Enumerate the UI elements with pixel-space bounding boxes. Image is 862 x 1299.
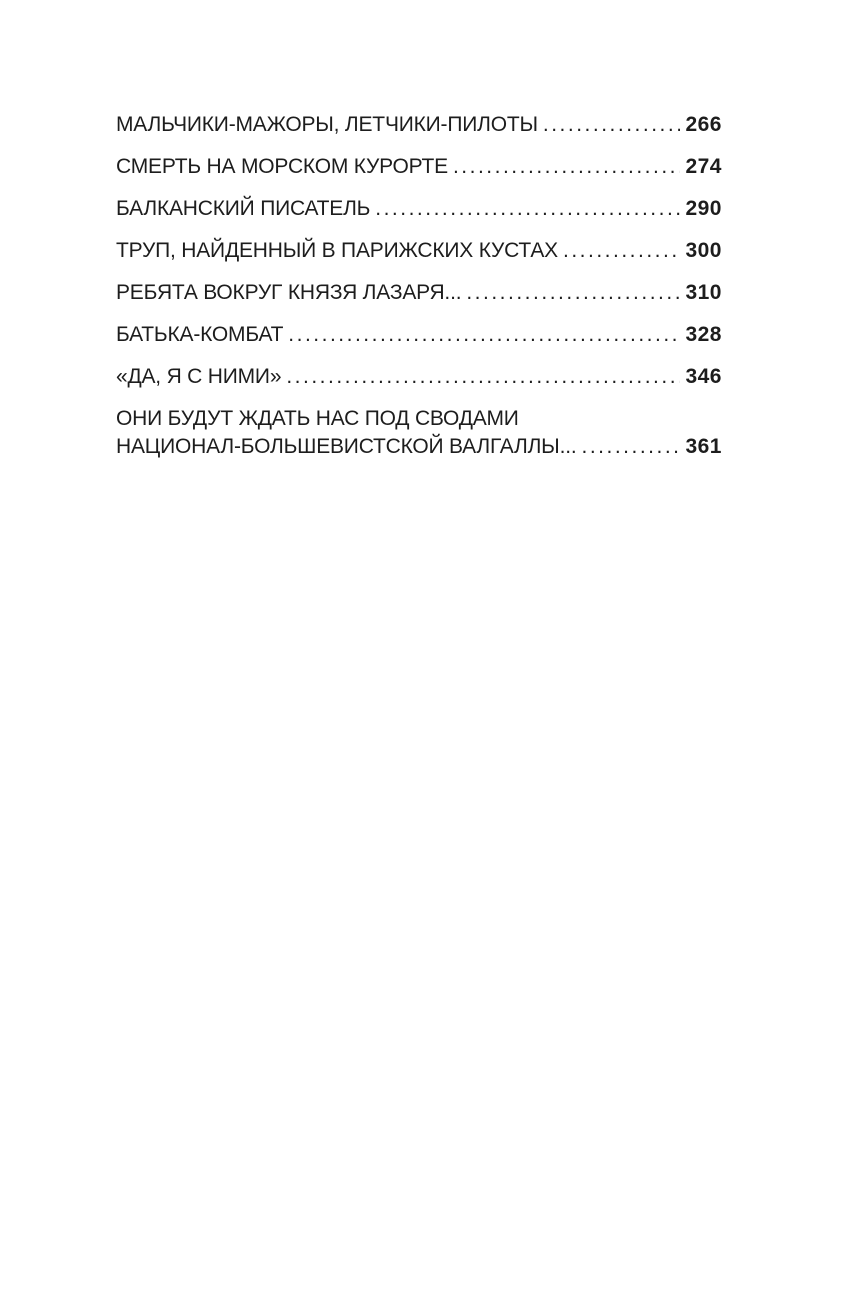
- table-of-contents: [116, 111, 722, 475]
- toc-entry: [116, 405, 722, 461]
- dot-leader: [581, 433, 680, 461]
- toc-entry-page-number: 266: [685, 113, 722, 136]
- toc-entry: [116, 195, 722, 223]
- toc-entry-title: МАЛЬЧИКИ-МАЖОРЫ, ЛЕТЧИКИ-ПИЛОТЫ: [116, 113, 538, 136]
- toc-entry: [116, 153, 722, 181]
- toc-entry: [116, 279, 722, 307]
- toc-entry-row: [116, 279, 722, 307]
- toc-entry-title: РЕБЯТА ВОКРУГ КНЯЗЯ ЛАЗАРЯ...: [116, 281, 462, 304]
- toc-entry-row: [116, 237, 722, 265]
- toc-entry-row: [116, 153, 722, 181]
- dot-leader: [563, 237, 680, 265]
- toc-entry-row: [116, 111, 722, 139]
- toc-entry-page-number: 300: [685, 239, 722, 262]
- toc-entry-title: СМЕРТЬ НА МОРСКОМ КУРОРТЕ: [116, 155, 448, 178]
- dot-leader: [466, 279, 680, 307]
- toc-entry-title: БАЛКАНСКИЙ ПИСАТЕЛЬ: [116, 197, 371, 220]
- dot-leader: [453, 153, 680, 181]
- dot-leader: [543, 111, 681, 139]
- toc-entry: [116, 321, 722, 349]
- toc-entry-page-number: 290: [685, 197, 722, 220]
- toc-entry-page-number: 310: [685, 281, 722, 304]
- toc-entry-title-line: ОНИ БУДУТ ЖДАТЬ НАС ПОД СВОДАМИ: [116, 407, 519, 430]
- toc-entry-page-number: 346: [685, 365, 722, 388]
- dot-leader: [375, 195, 680, 223]
- toc-entry: [116, 363, 722, 391]
- toc-entry-title: ТРУП, НАЙДЕННЫЙ В ПАРИЖСКИХ КУСТАХ: [116, 239, 558, 262]
- toc-entry-row: [116, 195, 722, 223]
- dot-leader: [286, 363, 680, 391]
- toc-entry: [116, 237, 722, 265]
- toc-entry-title: НАЦИОНАЛ-БОЛЬШЕВИСТСКОЙ ВАЛГАЛЛЫ...: [116, 435, 577, 458]
- toc-entry-page-number: 328: [685, 323, 722, 346]
- toc-entry-page-number: 361: [685, 435, 722, 458]
- toc-entry-row: [116, 321, 722, 349]
- toc-entry-page-number: 274: [685, 155, 722, 178]
- toc-entry-title: «ДА, Я С НИМИ»: [116, 365, 282, 388]
- toc-entry-title: БАТЬКА-КОМБАТ: [116, 323, 284, 346]
- dot-leader: [288, 321, 680, 349]
- toc-entry-row: [116, 433, 722, 461]
- toc-entry-row: [116, 363, 722, 391]
- toc-entry: [116, 111, 722, 139]
